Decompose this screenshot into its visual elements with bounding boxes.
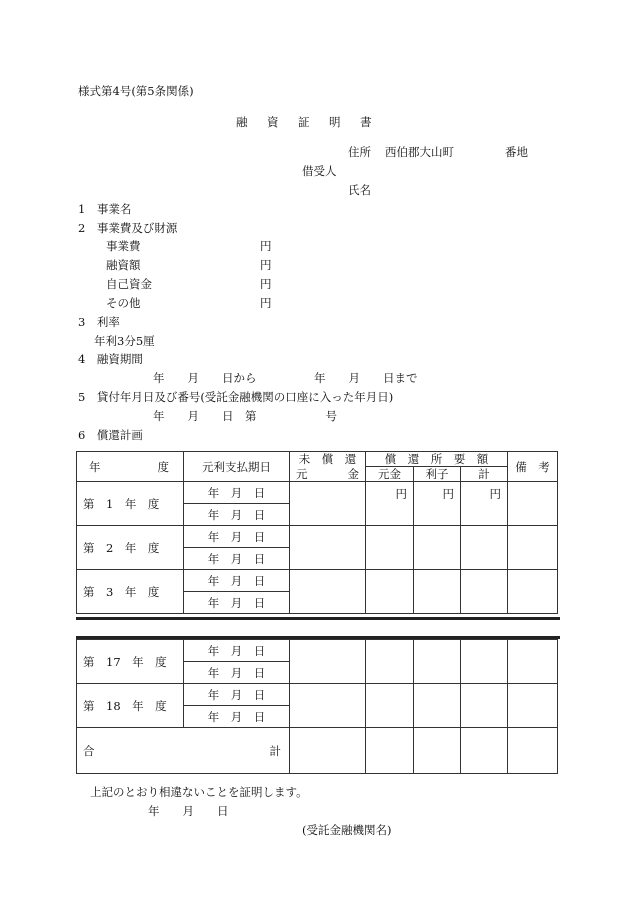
total-cell: [461, 640, 508, 684]
table-row: [77, 570, 558, 592]
remarks-cell: [508, 482, 558, 526]
other-unit: 円: [260, 296, 272, 310]
cost-label: 事業費: [106, 239, 141, 253]
header-payment-date: 元利支払期日: [184, 452, 290, 482]
own-funds-unit: 円: [260, 277, 272, 291]
section-3-title: 3 利率: [78, 315, 120, 329]
total-interest-cell: [414, 728, 461, 774]
cost-unit: 円: [260, 239, 272, 253]
remarks-cell: [508, 684, 558, 728]
unpaid-cell: [290, 640, 366, 684]
header-interest: 利子: [414, 467, 461, 482]
certification-statement: 上記のとおり相違ないことを証明します。: [90, 785, 308, 799]
year-label: 第 17 年 度: [77, 640, 184, 684]
year-label: 第 1 年 度: [77, 482, 184, 526]
institution-name-label: (受託金融機関名): [302, 823, 392, 837]
banchi-label: 番地: [505, 145, 528, 159]
interest-cell: [414, 526, 461, 570]
interest-cell: 円: [414, 482, 461, 526]
interest-rate-value: 年利3分5厘: [94, 334, 155, 348]
table-row: [77, 684, 558, 706]
total-cell: [461, 526, 508, 570]
total-cell: 円: [461, 482, 508, 526]
header-total: 計: [461, 467, 508, 482]
unpaid-cell: [290, 526, 366, 570]
own-funds-label: 自己資金: [106, 277, 152, 291]
section-6-title: 6 償還計画: [78, 428, 143, 442]
section-4-title: 4 融資期間: [78, 352, 143, 366]
date-cell: 年 月 日: [184, 570, 290, 592]
total-cell: [461, 570, 508, 614]
date-cell: 年 月 日: [184, 706, 290, 728]
address-label: 住所: [348, 145, 371, 159]
section-2-title: 2 事業費及び財源: [78, 221, 178, 235]
date-cell: 年 月 日: [184, 504, 290, 526]
other-label: その他: [106, 296, 141, 310]
lending-date-line: 年 月 日 第 号: [153, 409, 337, 423]
date-cell: 年 月 日: [184, 662, 290, 684]
address-value: 西伯郡大山町: [385, 145, 454, 159]
table-row: [77, 640, 558, 662]
remarks-cell: [508, 640, 558, 684]
interest-cell: [414, 570, 461, 614]
unpaid-cell: [290, 684, 366, 728]
total-label: 合 計: [77, 728, 290, 774]
header-required-amount: 償 還 所 要 額: [366, 452, 508, 467]
date-cell: 年 月 日: [184, 684, 290, 706]
remarks-cell: [508, 526, 558, 570]
header-unpaid-top: 未 償 還: [290, 452, 366, 467]
date-cell: 年 月 日: [184, 640, 290, 662]
header-remarks: 備 考: [508, 452, 558, 482]
date-cell: 年 月 日: [184, 592, 290, 614]
interest-cell: [414, 684, 461, 728]
unpaid-cell: [290, 482, 366, 526]
repayment-table-top: [76, 451, 558, 614]
header-unpaid-bottom: 元 金: [290, 467, 366, 482]
repayment-table-bottom: [76, 639, 558, 774]
table-row: [77, 526, 558, 548]
date-cell: 年 月 日: [184, 482, 290, 504]
total-row: [77, 728, 558, 774]
total-total-cell: [461, 728, 508, 774]
header-principal: 元金: [366, 467, 414, 482]
principal-cell: [366, 526, 414, 570]
year-label: 第 3 年 度: [77, 570, 184, 614]
principal-cell: [366, 640, 414, 684]
loan-period-line: 年 月 日から 年 月 日まで: [153, 371, 418, 385]
principal-cell: [366, 684, 414, 728]
total-unpaid-cell: [290, 728, 366, 774]
total-remarks-cell: [508, 728, 558, 774]
certification-date: 年 月 日: [148, 804, 229, 818]
loan-amount-unit: 円: [260, 258, 272, 272]
form-number: 様式第4号(第5条関係): [78, 84, 194, 98]
principal-cell: 円: [366, 482, 414, 526]
principal-cell: [366, 570, 414, 614]
name-label: 氏名: [348, 183, 371, 197]
total-principal-cell: [366, 728, 414, 774]
section-1-title: 1 事業名: [78, 202, 132, 216]
year-label: 第 2 年 度: [77, 526, 184, 570]
date-cell: 年 月 日: [184, 526, 290, 548]
date-cell: 年 月 日: [184, 548, 290, 570]
page-title: 融 資 証 明 書: [236, 115, 376, 129]
total-cell: [461, 684, 508, 728]
loan-amount-label: 融資額: [106, 258, 141, 272]
table-row: [77, 482, 558, 504]
header-year: 年 度: [77, 452, 184, 482]
section-5-title: 5 貸付年月日及び番号(受託金融機関の口座に入った年月日): [78, 390, 394, 404]
unpaid-cell: [290, 570, 366, 614]
interest-cell: [414, 640, 461, 684]
remarks-cell: [508, 570, 558, 614]
borrower-label: 借受人: [302, 164, 337, 178]
table-break-line-top: [76, 617, 560, 620]
year-label: 第 18 年 度: [77, 684, 184, 728]
